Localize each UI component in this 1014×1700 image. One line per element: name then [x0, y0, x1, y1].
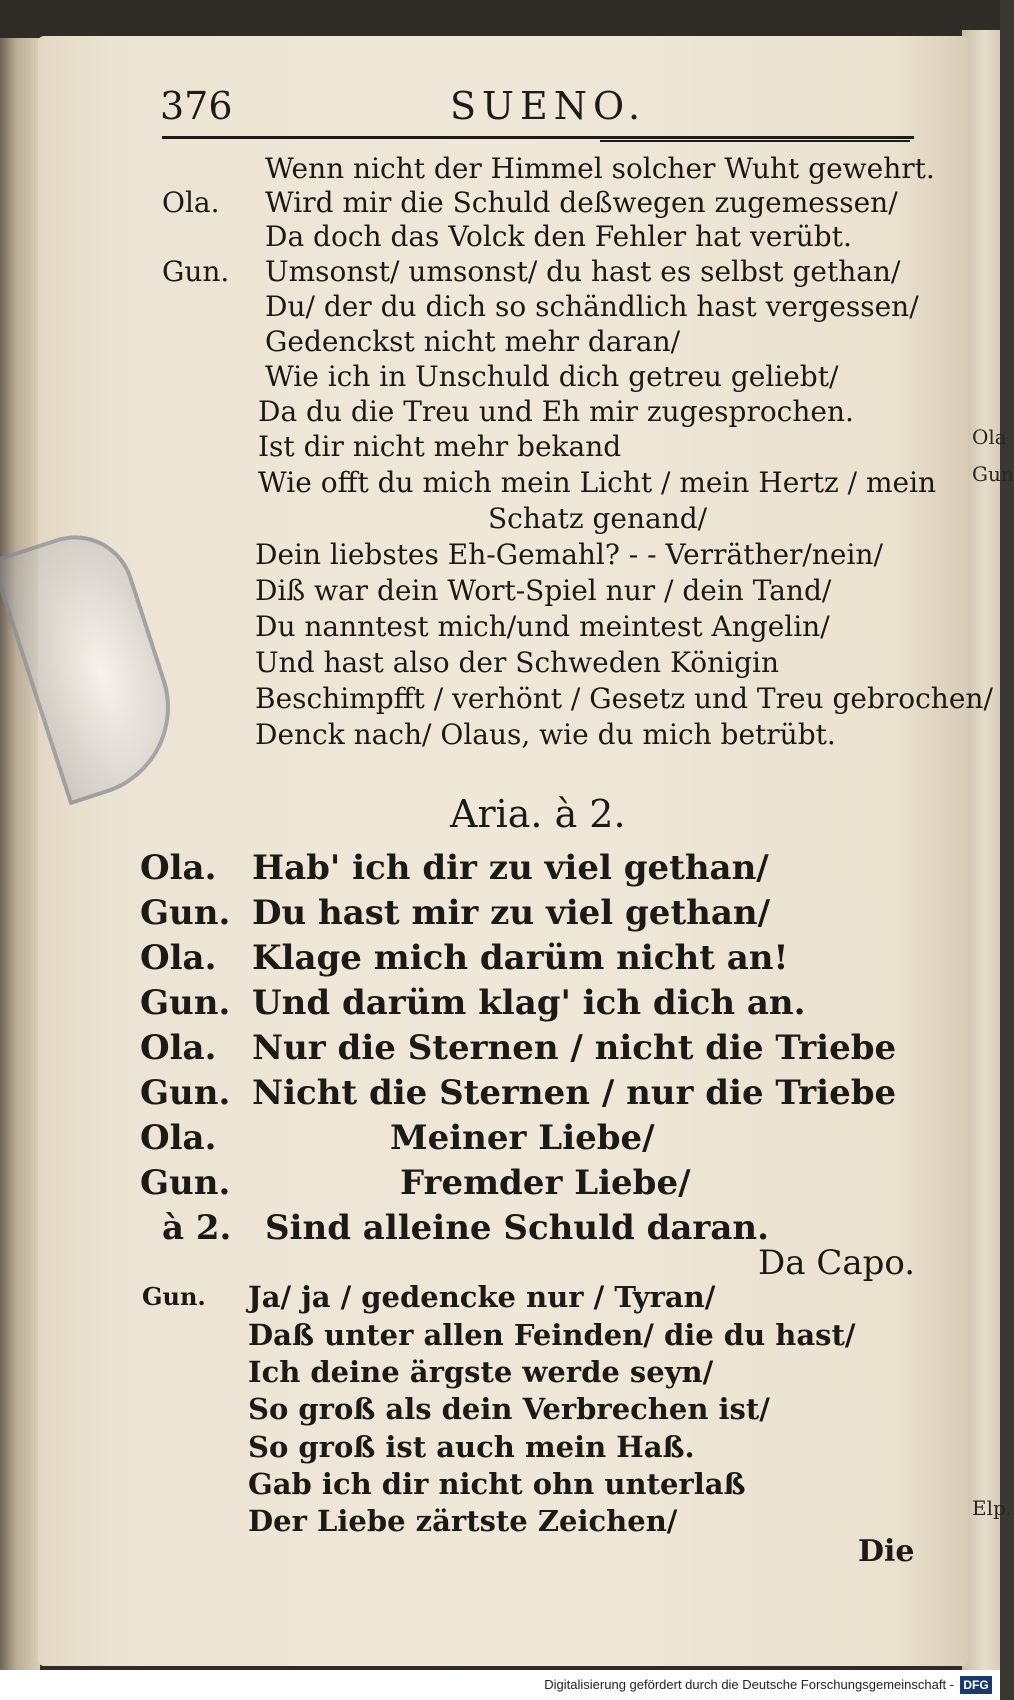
verse-line: Umsonst/ umsonst/ du hast es selbst gethan/ — [265, 255, 901, 288]
aria-line: Nicht die Sternen / nur die Triebe — [252, 1073, 897, 1113]
verse-line: Da doch das Volck den Fehler hat verübt. — [265, 220, 852, 253]
verse-line: Da du die Treu und Eh mir zugesprochen. — [258, 395, 854, 428]
header-rule-secondary — [600, 140, 910, 142]
verse-line: Dein liebstes Eh-Gemahl? - - Verräther/nein/ — [255, 538, 883, 571]
aria-line: Klage mich darüm nicht an! — [252, 938, 789, 978]
aria-line: Und darüm klag' ich dich an. — [252, 983, 806, 1023]
verse-line: Ja/ ja / gedencke nur / Tyran/ — [248, 1280, 716, 1314]
page-header — [160, 84, 920, 134]
aria-line: Hab' ich dir zu viel gethan/ — [252, 848, 769, 888]
verse-line: Du nanntest mich/und meintest Angelin/ — [255, 610, 830, 643]
verse-line: Wird mir die Schuld deßwegen zugemessen/ — [265, 186, 898, 219]
verse-line: Gab ich dir nicht ohn unterlaß — [248, 1467, 746, 1501]
aria-line: Nur die Sternen / nicht die Triebe — [252, 1028, 897, 1068]
verse-line: Der Liebe zärtste Zeichen/ — [248, 1504, 678, 1538]
aria-line: Du hast mir zu viel gethan/ — [252, 893, 771, 933]
verse-line: Du/ der du dich so schändlich hast vergessen/ — [265, 290, 919, 323]
verse-line: Ich deine ärgste werde seyn/ — [248, 1355, 714, 1389]
aria-line: Meiner Liebe/ — [390, 1118, 655, 1158]
verse-line: Wenn nicht der Himmel solcher Wuht gewehrt. — [265, 152, 935, 185]
speaker-label: Gun. — [140, 893, 231, 933]
speaker-label: Gun. — [140, 983, 231, 1023]
adjacent-page-speaker: Ola — [972, 425, 1007, 449]
aria-line: Sind alleine Schuld daran. — [265, 1208, 769, 1248]
running-head: SUENO. — [450, 84, 647, 128]
digitization-footer — [0, 1670, 1000, 1700]
aria-title: Aria. à 2. — [450, 792, 626, 836]
verse-line: Diß war dein Wort-Spiel nur / dein Tand/ — [255, 574, 832, 607]
header-rule — [162, 136, 914, 139]
da-capo: Da Capo. — [758, 1243, 916, 1283]
catchword: Die — [858, 1534, 915, 1569]
speaker-label: Gun. — [140, 1073, 231, 1113]
page-number: 376 — [160, 84, 233, 128]
verse-line: Und hast also der Schweden Königin — [255, 646, 780, 679]
speaker-label: Ola. — [140, 938, 217, 978]
verse-line: Ist dir nicht mehr bekand — [258, 430, 622, 463]
book-edge — [0, 38, 40, 1670]
footer-credit: Digitalisierung gefördert durch die Deutsche Forschungsgemeinschaft - — [544, 1677, 954, 1692]
adjacent-page-speaker: Gun — [972, 462, 1014, 486]
dfg-logo: DFG — [960, 1676, 992, 1694]
adjacent-page-speaker: Elp. — [972, 1496, 1013, 1520]
verse-line: Schatz genand/ — [488, 502, 708, 535]
speaker-label: Gun. — [162, 255, 230, 288]
speaker-label: Ola. — [140, 1118, 217, 1158]
speaker-label: Ola. — [162, 186, 220, 219]
verse-line: Gedenckst nicht mehr daran/ — [265, 325, 681, 358]
speaker-label: à 2. — [162, 1208, 232, 1248]
verse-line: Daß unter allen Feinden/ die du hast/ — [248, 1318, 856, 1352]
verse-line: Beschimpfft / verhönt / Gesetz und Treu gebrochen/ — [255, 682, 993, 715]
verse-line: So groß ist auch mein Haß. — [248, 1430, 695, 1464]
speaker-label: Ola. — [140, 1028, 217, 1068]
verse-line: Wie offt du mich mein Licht / mein Hertz / mein — [258, 466, 937, 499]
aria-line: Fremder Liebe/ — [400, 1163, 691, 1203]
verse-line: Denck nach/ Olaus, wie du mich betrübt. — [255, 718, 836, 751]
verse-line: So groß als dein Verbrechen ist/ — [248, 1392, 770, 1426]
speaker-label: Gun. — [140, 1163, 231, 1203]
speaker-label: Gun. — [142, 1282, 206, 1311]
verse-line: Wie ich in Unschuld dich getreu geliebt/ — [265, 360, 839, 393]
speaker-label: Ola. — [140, 848, 217, 888]
